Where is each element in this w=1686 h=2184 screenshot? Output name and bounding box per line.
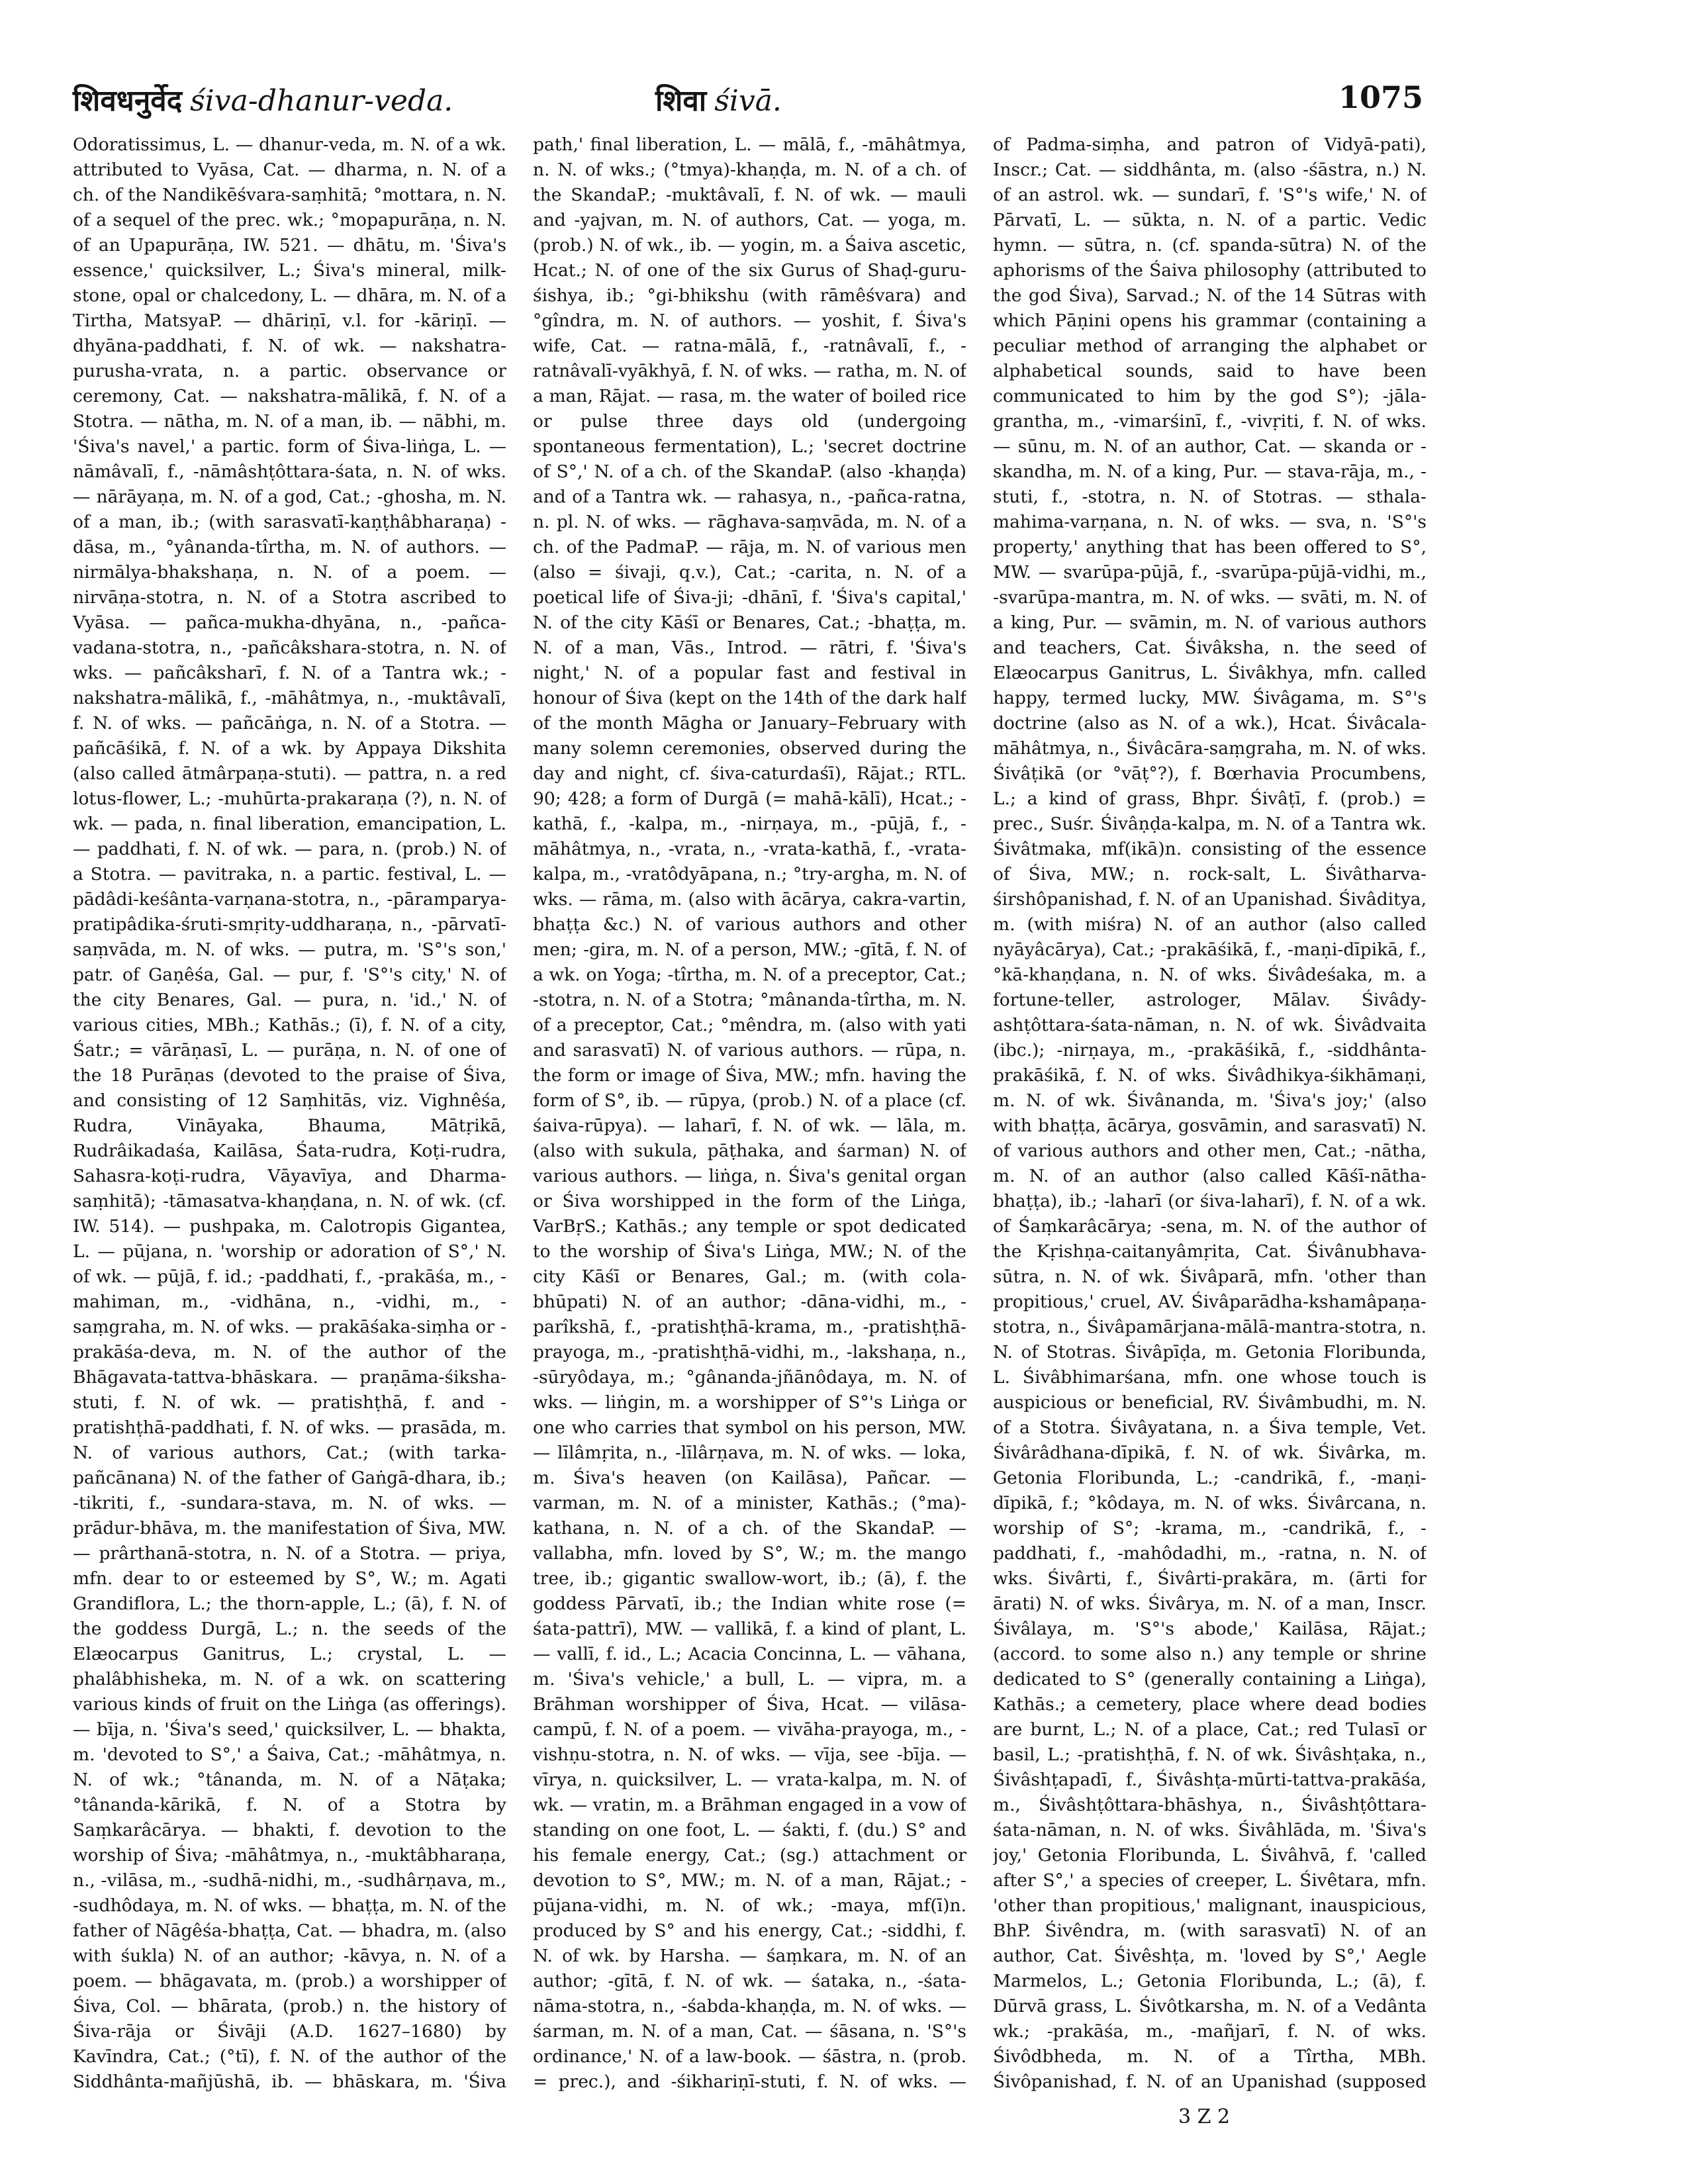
header-mid-devanagari: शिवा — [655, 84, 707, 118]
column-right-paragraph-1: of Padma-siṃha, and patron of Vidyā-pati), Inscr.; Cat. — siddhânta, m. (also -śāstra, n.) N. of an astrol. wk. — sundarī, f. 'S°'s wife,' N. of Pārvatī, L. — sūkta, n. N. of a partic. Vedic hymn. — sūtra, n. (cf. spanda-sūtra) N. of the aphorisms of the Śaiva philosophy (attributed to the god Śiva), Sarvad.; N. of the 14 Sūtras with which Pāṇini opens his grammar (containing a peculiar method of arranging the alphabet or alphabetical sounds, said to have been communicated to him by the god S°); -jāla-grantha, m., -vimarśinī, f., -vivṛiti, f. N. of wks. — sūnu, m. N. of an author, Cat. — skanda or -skandha, m. N. of a king, Pur. — stava-rāja, m., -stuti, f., -stotra, n. N. of Stotras. — sthala-mahima-varṇana, n. N. of wks. — sva, n. 'S°'s property,' anything that has been offered to S°, MW. — svarūpa-pūjā, f., -svarūpa-pūjā-vidhi, m., -svarūpa-mantra, m. N. of wks. — svāti, m. N. of a king, Pur. — svāmin, m. N. of various authors and teachers, Cat. Śivâksha, n. the seed of Elæocarpus Ganitrus, L. Śivâkhya, mfn. called happy, termed lucky, MW. Śivâgama, m. S°'s doctrine (also as N. of a wk.), Hcat. Śivâcala-māhâtmya, n., Śivâcāra-saṃgraha, m. N. of wks. Śivâṭikā (or °vāṭ°?), f. Bœrhavia Procumbens, L.; a kind of grass, Bhpr. Śivâṭī, f. (prob.) = prec., Suśr. Śivâṇḍa-kalpa, m. N. of a Tantra wk. Śivâtmaka, mf(ikā)n. consisting of the essence of Śiva, MW.; n. rock-salt, L. Śivâtharva-śirshôpanishad, f. N. of an Upanishad. Śivâditya, m. (with miśra) N. of an author (also called nyāyâcārya), Cat.; -prakāśikā, f., -maṇi-dīpikā, f., °kā-khaṇḍana, n. N. of wks. Śivâdeśaka, m. a fortune-teller, astrologer, Mālav. Śivâdy-ashṭôttara-śata-nāman, n. N. of wk. Śivâdvaita (ibc.); -nirṇaya, m., -prakāśikā, f., -siddhânta-prakāśikā, f. N. of wks. Śivâdhikya-śikhāmaṇi, m. N. of wk. Śivânanda, m. 'Śiva's joy;' (also with bhaṭṭa, ācārya, gosvāmin, and sarasvatī) N. of various authors and other men, Cat.; -nātha, m. N. of an author (also called Kāśī-nātha-bhaṭṭa), ib.; -laharī (or śiva-laharī), f. N. of a wk. of Śaṃkarâcārya; -sena, m. N. of the author of the Kṛishṇa-caitanyâmṛita, Cat. Śivânubhava-sūtra, n. N. of wk. Śivâparā, mfn. 'other than propitious,' cruel, AV. Śivâparādha-kshamâpaṇa-stotra, n., Śivâpamārjana-mālā-mantra-stotra, n. N. of Stotras. Śivâpīḍa, m. Getonia Floribunda, L. Śivâbhimarśana, mfn. one whose touch is auspicious or beneficial, RV. Śivâmbudhi, m. N. of a Stotra. Śivâyatana, n. a Śiva temple, Vet. Śivârâdhana-dīpikā, f. N. of wk. Śivârka, m. Getonia Floribunda, L.; -candrikā, f., -maṇi-dīpikā, f.; °kôdaya, m. N. of wks. Śivârcana, n. worship of S°; -krama, m., -candrikā, f., -paddhati, f., -mahôdadhi, m., -ratna, n. N. of wks. Śivârti, f., Śivârti-prakāra, m. (ārti for ārati) N. of wks. Śivârya, m. N. of a man, Inscr. Śivâlaya, m. 'S°'s abode,' Kailāsa, Rājat.; (accord. to some also n.) any temple or shrine dedicated to S° (generally containing a Liṅga), Kathās.; a cemetery, place where dead bodies are burnt, L.; N. of a place, Cat.; red Tulasī or basil, L.; -pratishṭhā, f. N. of wk. Śivâshṭaka, n., Śivâshṭapadī, f., Śivâshṭa-mūrti-tattva-prakāśa, m., Śivâshṭôttara-bhāshya, n., Śivâshṭôttara-śata-nāman, n. N. of wks. Śivâhlāda, m. 'Śiva's joy,' Getonia Floribunda, L. Śivâhvā, f. 'called after S°,' a species of creeper, L. Śivêtara, mfn. 'other than propitious,' malignant, inauspicious, BhP. Śivêndra, m. (with sarasvatī) N. of an author, Cat. Śivêshṭa, m. 'loved by S°,' Aegle Marmelos, L.; Getonia Floribunda, L.; (ā), f. Dūrvā grass, L. Śivôtkarsha, m. N. of a Vedânta wk.; -prakāśa, m., -mañjarī, f. N. of wks. Śivôdbheda, m. N. of a Tîrtha, MBh. Śivôpanishad, f. N. of an Upanishad (supposed — [993, 134, 1427, 2092]
header-mid-headword — [655, 79, 782, 119]
column-left — [73, 132, 506, 2092]
text-columns — [73, 132, 1427, 2092]
header-left-headword — [73, 79, 453, 119]
column-middle-paragraph: path,' final liberation, L. — mālā, f., -māhâtmya, n. N. of wks.; (°tmya)-khaṇḍa, m. N. of a ch. of the SkandaP.; -muktâvalī, f. N. of wk. — mauli and -yajvan, m. N. of authors, Cat. — yoga, m. (prob.) N. of wk., ib. — yogin, m. a Śaiva ascetic, Hcat.; N. of one of the six Gurus of Shaḍ-guru-śishya, ib.; °gi-bhikshu (with rāmêśvara) and °gîndra, m. N. of authors. — yoshit, f. Śiva's wife, Cat. — ratna-mālā, f., -ratnâvalī, f., -ratnâvalī-vyākhyā, f. N. of wks. — ratha, m. N. of a man, Rājat. — rasa, m. the water of boiled rice or pulse three days old (undergoing spontaneous fermentation), L.; 'secret doctrine of S°,' N. of a ch. of the SkandaP. (also -khaṇḍa) and of a Tantra wk. — rahasya, n., -pañca-ratna, n. pl. N. of wks. — rāghava-saṃvāda, m. N. of a ch. of the PadmaP. — rāja, m. N. of various men (also = śivaji, q.v.), Cat.; -carita, n. N. of a poetical life of Śiva-ji; -dhānī, f. 'Śiva's capital,' N. of the city Kāśī or Benares, Cat.; -bhaṭṭa, m. N. of a man, Vās., Introd. — rātri, f. 'Śiva's night,' N. of a popular fast and festival in honour of Śiva (kept on the 14th of the dark half of the month Māgha or January–February with many solemn ceremonies, observed during the day and night, cf. śiva-caturdaśī), Rājat.; RTL. 90; 428; a form of Durgā (= mahā-kālī), Hcat.; -kathā, f., -kalpa, m., -nirṇaya, m., -pūjā, f., -māhâtmya, n., -vrata, n., -vrata-kathā, f., -vrata-kalpa, m., -vratôdyāpana, n.; °try-argha, m. N. of wks. — rāma, m. (also with ācārya, cakra-vartin, bhaṭṭa &c.) N. of various authors and other men; -gira, m. N. of a person, MW.; -gītā, f. N. of a wk. on Yoga; -tîrtha, m. N. of a preceptor, Cat.; -stotra, n. N. of a Stotra; °mânanda-tîrtha, m. N. of a preceptor, Cat.; °mêndra, m. (also with yati and sarasvatī) N. of various authors. — rūpa, n. the form or image of Śiva, MW.; mfn. having the form of S°, ib. — rūpya, (prob.) N. of a place (cf. śaiva-rūpya). — laharī, f. N. of wk. — lāla, m. (also with sukula, pāṭhaka, and śarman) N. of various authors. — liṅga, n. Śiva's genital organ or Śiva worshipped in the form of the Liṅga, VarBṛS.; Kathās.; any temple or spot dedicated to the worship of Śiva's Liṅga, MW.; N. of the city Kāśī or Benares, Gal.; m. (with cola-bhūpati) N. of an author; -dāna-vidhi, m., -parîkshā, f., -pratishṭhā-krama, m., -pratishṭhā-prayoga, m., -pratishṭhā-vidhi, m., -lakshaṇa, n., -sūryôdaya, m.; °gânanda-jñānôdaya, m. N. of wks. — liṅgin, m. a worshipper of S°'s Liṅga or one who carries that symbol on his person, MW. — līlâmṛita, n., -līlârṇava, m. N. of wks. — loka, m. Śiva's heaven (on Kailāsa), Pañcar. — varman, m. N. of a minister, Kathās.; (°ma)-kathana, n. N. of a ch. of the SkandaP. — vallabha, mfn. loved by S°, W.; m. the mango tree, ib.; gigantic swallow-wort, ib.; (ā), f. the goddess Pārvatī, ib.; the Indian white rose (= śata-pattrī), MW. — vallikā, f. a kind of plant, L. — vallī, f. id., L.; Acacia Concinna, L. — vāhana, m. 'Śiva's vehicle,' a bull, L. — vipra, m. a Brāhman worshipper of Śiva, Hcat. — vilāsa-campū, f. N. of a poem. — vivāha-prayoga, m., -vishṇu-stotra, n. N. of wks. — vīja, see -bīja. — vīrya, n. quicksilver, L. — vrata-kalpa, m. N. of wk. — vratin, m. a Brāhman engaged in a vow of standing on one foot, L. — śakti, f. (du.) S° and his female energy, Cat.; (sg.) attachment or devotion to S°, MW.; m. N. of a man, Rājat.; -pūjana-vidhi, m. N. of wk.; -maya, mf(ī)n. produced by S° and his energy, Cat.; -siddhi, f. N. of wk. by Harsha. — śaṃkara, m. N. of an author; -gītā, f. N. of wk. — śataka, n., -śata-nāma-stotra, n., -śabda-khaṇḍa, m. N. of wks. — śarman, m. N. of a man, Cat. — śāsana, n. 'S°'s ordinance,' N. of a law-book. — śāstra, n. (prob. = prec.), and -śikhariṇī-stuti, f. N. of wks. — — [533, 134, 966, 2092]
page-number: 1075 — [1338, 79, 1423, 115]
header-left-roman: śiva-dhanur-veda. — [190, 84, 453, 118]
page-header — [73, 79, 1423, 132]
header-left-devanagari: शिवधनुर्वेद — [73, 84, 183, 118]
signature-mark: 3 Z 2 — [1178, 2105, 1231, 2128]
column-right — [993, 132, 1427, 2092]
header-mid-roman: śivā. — [714, 84, 782, 118]
column-left-paragraph: Odoratissimus, L. — dhanur-veda, m. N. of a wk. attributed to Vyāsa, Cat. — dharma, n. N. of a ch. of the Nandikēśvara-saṃhitā; °mottara, n. N. of a sequel of the prec. wk.; °mopapurāṇa, n. N. of an Upapurāṇa, IW. 521. — dhātu, m. 'Śiva's essence,' quicksilver, L.; Śiva's mineral, milk-stone, opal or chalcedony, L. — dhāra, m. N. of a Tirtha, MatsyaP. — dhāriṇī, v.l. for -kāriṇī. — dhyāna-paddhati, f. N. of wk. — nakshatra-purusha-vrata, n. a partic. observance or ceremony, Cat. — nakshatra-mālikā, f. N. of a Stotra. — nātha, m. N. of a man, ib. — nābhi, m. 'Śiva's navel,' a partic. form of Śiva-liṅga, L. — nāmâvalī, f., -nāmâshṭôttara-śata, n. N. of wks. — nārāyaṇa, m. N. of a god, Cat.; -ghosha, m. N. of a man, ib.; (with sarasvatī-kaṇṭhâbharaṇa) -dāsa, m., °yânanda-tîrtha, m. N. of authors. — nirmālya-bhakshaṇa, n. N. of a poem. — nirvāṇa-stotra, n. N. of a Stotra ascribed to Vyāsa. — pañca-mukha-dhyāna, n., -pañca-vadana-stotra, n., -pañcâkshara-stotra, n. N. of wks. — pañcâksharī, f. N. of a Tantra wk.; -nakshatra-mālikā, f., -māhâtmya, n., -muktâvalī, f. N. of wks. — pañcāṅga, n. N. of a Stotra. — pañcāśikā, f. N. of a wk. by Appaya Dikshita (also called ātmârpaṇa-stuti). — pattra, n. a red lotus-flower, L.; -muhūrta-prakaraṇa (?), n. N. of wk. — pada, n. final liberation, emancipation, L. — paddhati, f. N. of wk. — para, n. (prob.) N. of a Stotra. — pavitraka, n. a partic. festival, L. — pādâdi-keśânta-varṇana-stotra, n., -pāramparya-pratipâdika-śruti-smṛity-uddharaṇa, n., -pārvatī-saṃvāda, m. N. of wks. — putra, m. 'S°'s son,' patr. of Gaṇêśa, Gal. — pur, f. 'S°'s city,' N. of the city Benares, Gal. — pura, n. 'id.,' N. of various cities, MBh.; Kathās.; (ī), f. N. of a city, Śatr.; = vārāṇasī, L. — purāṇa, n. N. of one of the 18 Purāṇas (devoted to the praise of Śiva, and consisting of 12 Saṃhitās, viz. Vighnêśa, Rudra, Vināyaka, Bhauma, Mātṛikā, Rudrâikadaśa, Kailāsa, Śata-rudra, Koṭi-rudra, Sahasra-koṭi-rudra, Vāyavīya, and Dharma-saṃhitā); -tāmasatva-khaṇḍana, n. N. of wk. (cf. IW. 514). — pushpaka, m. Calotropis Gigantea, L. — pūjana, n. 'worship or adoration of S°,' N. of wk. — pūjā, f. id.; -paddhati, f., -prakāśa, m., -mahiman, m., -vidhāna, n., -vidhi, m., -saṃgraha, m. N. of wks. — prakāśaka-siṃha or -prakāśa-deva, m. N. of the author of the Bhāgavata-tattva-bhāskara. — praṇāma-śiksha-stuti, f. N. of wk. — pratishṭhā, f. and -pratishṭhā-paddhati, f. N. of wks. — prasāda, m. N. of various authors, Cat.; (with tarka-pañcānana) N. of the father of Gaṅgā-dhara, ib.; -tikriti, f., -sundara-stava, m. N. of wks. — prādur-bhāva, m. the manifestation of Śiva, MW. — prârthanā-stotra, n. N. of a Stotra. — priya, mfn. dear to or esteemed by S°, W.; m. Agati Grandiflora, L.; the thorn-apple, L.; (ā), f. N. of the goddess Durgā, L.; n. the seeds of the Elæocarpus Ganitrus, L.; crystal, L. — phalâbhisheka, m. N. of a wk. on scattering various kinds of fruit on the Liṅga (as offerings). — bīja, n. 'Śiva's seed,' quicksilver, L. — bhakta, m. 'devoted to S°,' a Śaiva, Cat.; -māhâtmya, n. N. of wk.; °tânanda, m. N. of a Nāṭaka; °tânanda-kārikā, f. N. of a Stotra by Saṃkarâcārya. — bhakti, f. devotion to the worship of Śiva; -māhâtmya, n., -muktâbharaṇa, n., -vilāsa, m., -sudhā-nidhi, m., -sudhârṇava, m., -sudhôdaya, m. N. of wks. — bhaṭṭa, m. N. of the father of Nāgêśa-bhaṭṭa, Cat. — bhadra, m. (also with śukla) N. of an author; -kāvya, n. N. of a poem. — bhāgavata, m. (prob.) a worshipper of Śiva, Col. — bhārata, (prob.) n. the history of Śiva-rāja or Śivāji (A.D. 1627–1680) by Kavīndra, Cat.; (°tī), f. N. of the author of the Siddhânta-mañjūshā, ib. — bhāskara, m. 'Śiva — [73, 134, 506, 2092]
column-middle — [533, 132, 966, 2092]
